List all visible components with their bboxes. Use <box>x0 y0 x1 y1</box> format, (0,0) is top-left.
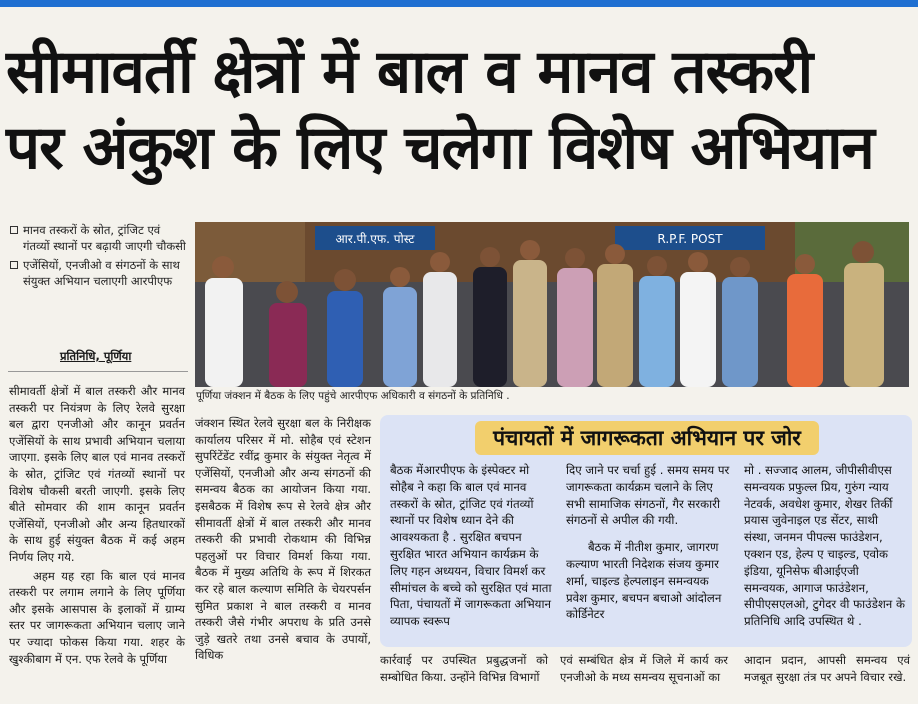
square-bullet-icon <box>10 261 18 269</box>
bullet-text: एजेंसियों, एनजीओ व संगठनों के साथ संयुक्त अभियान चलाएगी आरपीएफ <box>23 258 180 288</box>
paragraph: बैठक मेंआरपीएफ के इंस्पेक्टर मो सोहैब ने कहा कि बाल एवं मानव तस्करों के स्रोत, ट्रांजिट एवं गंतव्यों स्थानों पर विशेष ध्यान देने की आवश्यकता है . सुरक्षित बचपन सुरक्षित भारत अभियान कार्यक्रम के लिए गहन अध्ययन, विचार विमर्श कर सीमांचल के बच्चे को सुरक्षित एवं माता पिता, पंचायतों में जागरूकता अभियान व्यापक स्वरूप <box>390 463 552 629</box>
bottom-column-1 <box>380 652 548 685</box>
summary-bullet <box>10 222 188 254</box>
group-photo-illustration <box>195 222 909 387</box>
box-column-3 <box>744 462 906 630</box>
paragraph: आदान प्रदान, आपसी समन्वय एवं मजबूत सुरक्षा तंत्र पर अपने विचार रखे. <box>744 653 910 684</box>
paragraph: कार्रवाई पर उपस्थित प्रबुद्धजनों को सम्बोधित किया. उन्होंने विभिन्न विभागों <box>380 653 548 684</box>
bottom-column-2 <box>560 652 728 685</box>
paragraph: दिए जाने पर चर्चा हुई . समय समय पर जागरूकता कार्यक्रम चलाने के लिए सभी सामाजिक संगठनों, गैर सरकारी संगठनों से अपील की गयी. <box>566 463 730 528</box>
box-column-1 <box>390 462 554 630</box>
summary-bullet <box>10 257 188 289</box>
bottom-column-3 <box>744 652 910 685</box>
headline <box>6 34 912 186</box>
news-photo <box>195 222 909 387</box>
headline-line-2: पर अंकुश के लिए चलेगा विशेष अभियान <box>6 113 874 183</box>
byline: प्रतिनिधि, पूर्णिया <box>60 349 132 363</box>
rpf-post-sign-english: R.P.F. POST <box>657 232 723 246</box>
paragraph: जंक्शन स्थित रेलवे सुरक्षा बल के निरीक्षक कार्यालय परिसर में मो. सोहैब एवं स्टेशन सुपरिंटेंडेंट रवींद्र कुमार के संयुक्त नेतृत्व में एजेंसियों, एनजीओ और अन्य संगठनों की समन्वय बैठक का आयोजन किया गया. इसबैठक में विशेष रूप से रेलवे क्षेत्र और सीमावर्ती क्षेत्रों में बाल तस्करी और मानव तस्करी की प्रभावी रोकथाम की विभिन्न पहलुओं पर विचार विमर्श किया गया. बैठक में मुख्य अतिथि के रूप में शिरकत कर रहे बाल कल्याण समिति के चेयरपर्सन सुमित प्रकाश ने बाल तस्करी व मानव तस्करी जैसे गंभीर अपराध के प्रति उनसे जुड़े खतरे तथा उनसे बचाव के उपायों, विधिक <box>195 416 371 663</box>
square-bullet-icon <box>10 226 18 234</box>
paragraph: अहम यह रहा कि बाल एवं मानव तस्करी पर लगाम लगाने के लिए पूर्णिया और इसके आसपास के इलाकों में ग्राम्य स्तर पर जागरूकता अभियान चलाए जाने पर ज्यादा फोकस किया गया. शहर के खुश्कीबाग में एन. एफ रेलवे के पूर्णिया <box>9 568 185 666</box>
subheading: पंचायतों में जागरूकता अभियान पर जोर <box>475 421 819 455</box>
headline-line-1: सीमावर्ती क्षेत्रों में बाल व मानव तस्करी <box>6 37 813 107</box>
paragraph: बैठक में नीतीश कुमार, जागरण कल्याण भारती निदेशक संजय कुमार शर्मा, चाइल्ड हेल्पलाइन समन्वयक प्रवेश कुमार, बचपन बचाओ आंदोलन कोर्डिनेटर <box>566 540 722 622</box>
rpf-post-sign-hindi: आर.पी.एफ. पोस्ट <box>335 232 415 246</box>
box-column-2 <box>566 462 732 623</box>
article-column-2 <box>195 415 371 664</box>
article-column-1 <box>9 383 185 667</box>
byline-divider <box>8 371 188 372</box>
photo-caption: पूर्णिया जंक्शन में बैठक के लिए पहुंचे आरपीएफ अधिकारी व संगठनों के प्रतिनिधि . <box>196 390 510 402</box>
summary-bullets <box>10 222 188 292</box>
paragraph: मो . सज्जाद आलम, जीपीसीवीएस समन्वयक प्रफुल्ल प्रिय, गुरुंग न्याय नेटवर्क, अवधेश कुमार, शेखर तिर्की प्रयास जुवेनाइल एड सेंटर, साथी संस्था, जनमन पीपल्स फाउंडेशन, एक्शन एड, हेल्प ए चाइल्ड, एवोक इंडिया, यूनिसेफ बीआईएजी समन्वयक, आगाज फाउंडेशन, सीपीएसएलओ, टुगेदर वी फाउंडेशन के प्रतिनिधि आदि उपस्थित थे . <box>744 463 905 629</box>
paragraph: एवं सम्बंधित क्षेत्र में जिले में कार्य कर एनजीओ के मध्य समन्वय सूचनाओं का <box>560 653 728 684</box>
top-color-bar <box>0 0 918 7</box>
bullet-text: मानव तस्करों के स्रोत, ट्रांजिट एवं गंतव्यों स्थानों पर बढ़ायी जाएगी चौकसी <box>23 223 186 253</box>
paragraph: सीमावर्ती क्षेत्रों में बाल तस्करी और मानव तस्करी पर नियंत्रण के लिए रेलवे सुरक्षा बल द्वारा एनजीओ और कानून प्रवर्तन एजेंसियों के साथ प्रभावी अभियान चलाया जाएगा. इसके लिए बाल एवं मानव तस्करों के स्रोत, ट्रांजिट एवं गंतव्यों स्थानों पर विशेष चौकसी बरती जाएगी. इसके लिए बीते सोमवार की शाम कानून प्रवर्तन एजेंसियों, एनजीओ और अन्य हितधारकों के साथ हुई संयुक्त बैठक में कई अहम निर्णय लिए गये. <box>9 384 185 564</box>
highlight-box-header <box>388 418 906 458</box>
